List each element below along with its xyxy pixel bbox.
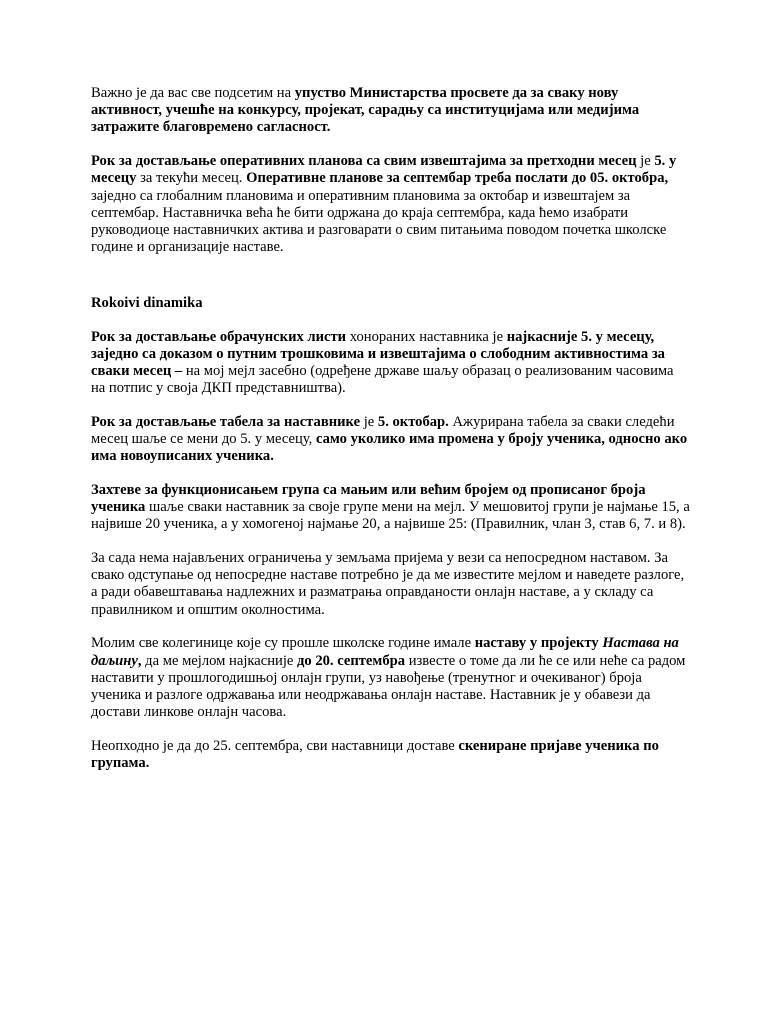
paragraph-restrictions bbox=[91, 550, 691, 619]
paragraph-ministry-consent bbox=[91, 85, 691, 137]
bold-text-span: , bbox=[137, 652, 142, 669]
paragraph-operational-plans bbox=[91, 153, 691, 256]
bold-text-span: Оперативне планове за септембар треба послати до 05. октобра, bbox=[246, 170, 669, 187]
italic-text: Настава на даљину bbox=[91, 635, 679, 669]
paragraph-distance-learning bbox=[91, 635, 691, 721]
paragraph-group-requests bbox=[91, 482, 691, 534]
bold-text-span: до 20. септембра bbox=[297, 652, 406, 669]
text-span: хонораних наставника је bbox=[346, 328, 507, 345]
bold-text-span: 5. октобар. bbox=[377, 413, 449, 430]
paragraph-teacher-tables bbox=[91, 414, 691, 466]
text-span: Молим све колегинице које су прошле школске године имале bbox=[91, 635, 475, 652]
bold-text-span: Рок за достављање табела за наставнике bbox=[91, 413, 361, 430]
bold-text-span: скениране пријаве ученика по групама. bbox=[91, 737, 659, 772]
bold-text-span: наставу у пројекту bbox=[474, 635, 603, 652]
text-span: Неопходно је да до 25. септембра, сви наставници доставе bbox=[91, 737, 459, 754]
text-span: да ме мејлом најкасније bbox=[141, 652, 297, 669]
bold-text-span: Захтеве за функционисањем група са мањим или већим бројем од прописаног броја ученика bbox=[91, 481, 646, 516]
text-span: шаље сваки наставник за своје групе мени на мејл. У мешовитој групи је најмање 15, а највише 20 ученика, а у хомогеној најмање 20, а највише 25: (Правилник, члан 3, став 6, 7. и 8). bbox=[91, 499, 690, 533]
paragraph-scanned-applications bbox=[91, 738, 691, 772]
paragraph-payroll-lists bbox=[91, 329, 691, 398]
text-span: заједно са глобалним плановима и оперативним плановима за октобар и извештајем за септембар. Наставничка већа ће бити одржана до краја септембра, када ћемо изабрати руководиоце наставничких актива и разговарати о свим питањима поводом почетка школске године и организације наставе. bbox=[91, 187, 667, 256]
text-span: известе о томе да ли ће се или неће са радом наставити у прошлогодишњој онлајн групи, уз навођење (тренутног и очекиваног) броја ученика и разлоге одржавања или неодржавања онлајн наставе. Наставник је у обавези да достави линкове онлајн часова. bbox=[91, 652, 686, 721]
text-span: Важно је да вас све подсетим на bbox=[91, 85, 295, 101]
document-page bbox=[91, 85, 691, 789]
bold-text-span: најкасније 5. у месецу, заједно са доказом о путним трошковима и извештајима о слободним активностима за сваки месец – bbox=[91, 328, 665, 379]
text-span: је bbox=[360, 413, 378, 430]
text-span: Ажурирана табела за сваки следећи месец шаље се мени до 5. у месецу, bbox=[91, 413, 675, 448]
bold-text-span: Рок за достављање оперативних планова са свим извештајима за претходни месец bbox=[91, 153, 637, 170]
bold-text-span: упуство Министарства просвете да за сваку нову активност, учешће на конкурсу, пројекат, сарадњу са институцијама или медијима затражите благовремено сагласност. bbox=[91, 85, 640, 136]
section-heading bbox=[91, 295, 691, 312]
bold-text-span: Рок за достављање обрачунских листи bbox=[91, 328, 347, 345]
text-span: за текући месец. bbox=[136, 170, 247, 187]
heading-text: Rokoivi dinamika bbox=[91, 295, 203, 312]
text-span: на мој мејл засебно (одређене државе шаљу образац о реализованим часовима на потпис у своја ДКП представништва). bbox=[91, 362, 674, 397]
bold-text-span: 5. у месецу bbox=[91, 153, 677, 187]
text-span: је bbox=[636, 153, 655, 170]
text-span: За сада нема најављених ограничења у земљама пријема у вези са непосредном наставом. За свако одступање од непосредне наставе потребно је да ме известите мејлом и наведете разлоге, а ради обавештавања надлежних и разматрања оправданости онлајн наставе, а у складу са правилником и општим околностима. bbox=[91, 550, 685, 618]
bold-text-span: само уколико има промена у броју ученика, односно ако има новоуписаних ученика. bbox=[91, 431, 688, 465]
